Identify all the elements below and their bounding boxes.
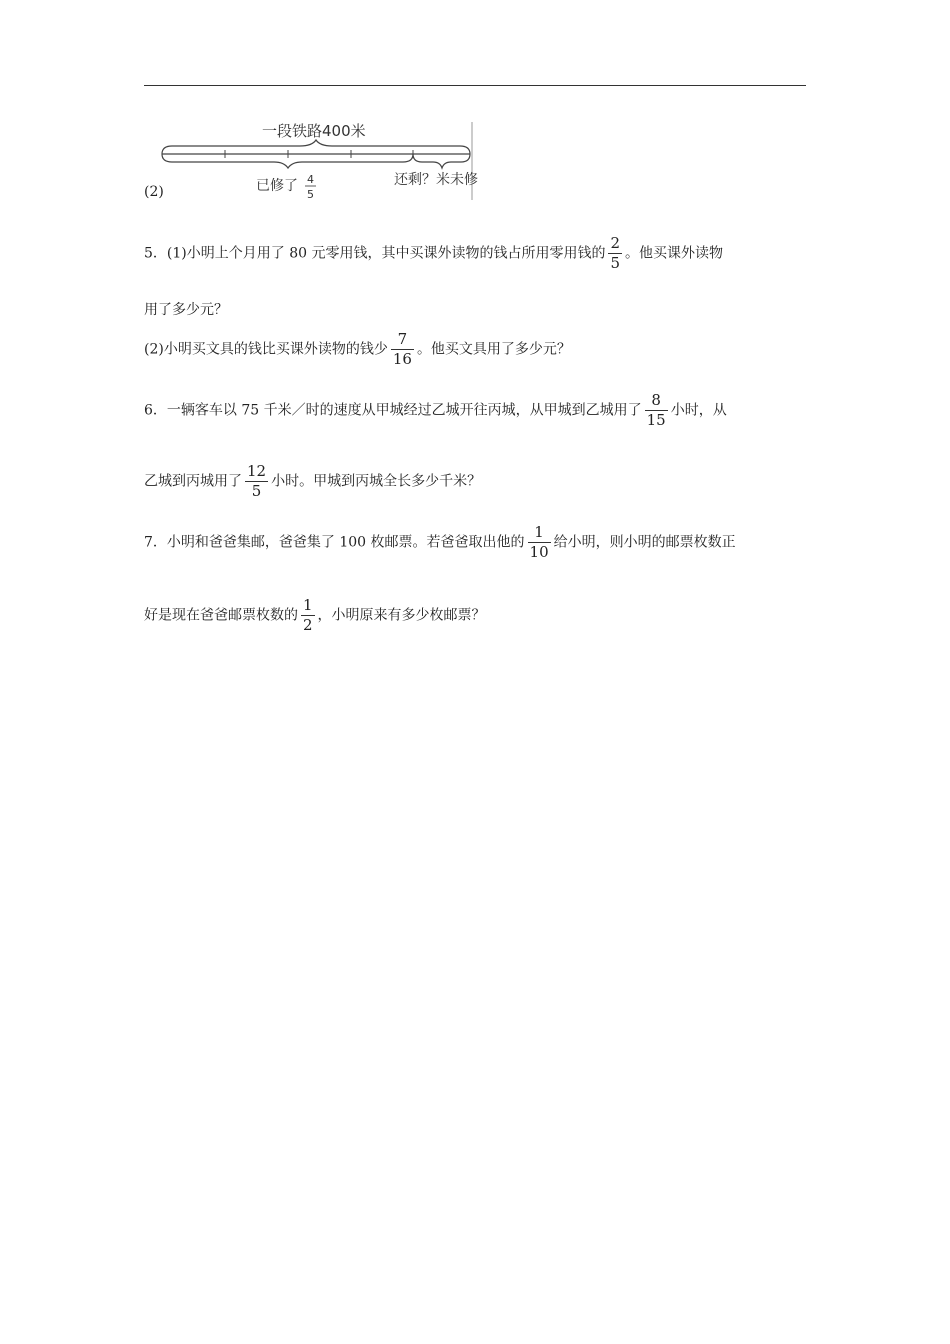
- q6-text-mid: 小时，从: [670, 402, 727, 419]
- remaining-brace: [413, 154, 470, 168]
- q7-line2-text-post: ，小明原来有多少枚邮票？: [317, 607, 486, 624]
- total-length-label: 一段铁路400米: [262, 122, 366, 140]
- q7-line2-text: 好是现在爸爸邮票枚数的: [144, 607, 298, 624]
- q7-line1: [144, 525, 736, 560]
- q5-part1-line1: [144, 236, 723, 271]
- q7-text-mid: 给小明，则小明的邮票枚数正: [553, 534, 736, 551]
- railway-diagram-svg: [150, 112, 510, 207]
- repaired-frac-den: 5: [307, 188, 314, 201]
- q6-text: 6．一辆客车以 75 千米／时的速度从甲城经过乙城开往丙城，从甲城到乙城用了: [144, 402, 642, 419]
- q6-fraction1: $\frac{8}{15}$: [646, 391, 666, 429]
- q5-p2-text-post: 。他买文具用了多少元？: [416, 341, 571, 358]
- q5-part2-line: [144, 332, 571, 367]
- q7-fraction2: $\frac{1}{2}$: [303, 596, 313, 634]
- part-2-label: (2): [144, 184, 164, 200]
- q5-p2-fraction: $\frac{7}{16}$: [392, 330, 412, 368]
- remaining-label: 还剩？米未修: [394, 172, 478, 188]
- railway-diagram: [150, 112, 510, 207]
- q6-line1: [144, 393, 727, 428]
- top-brace: [162, 140, 470, 154]
- q6-line2: [144, 464, 481, 499]
- q7-line2: [144, 598, 486, 633]
- q7-fraction1: $\frac{1}{10}$: [529, 523, 549, 561]
- header-rule: [144, 85, 806, 86]
- q5-p1-fraction: $\frac{2}{5}$: [610, 234, 620, 272]
- q6-line2-text: 乙城到丙城用了: [144, 473, 242, 490]
- q6-fraction2: $\frac{12}{5}$: [247, 462, 267, 500]
- q6-line2-text-post: 小时。甲城到丙城全长多少千米？: [271, 473, 482, 490]
- q5-part1-line2: 用了多少元？: [144, 302, 228, 318]
- q5-p1-text-post: 。他买课外读物: [625, 245, 723, 262]
- q5-p2-text: (2)小明买文具的钱比买课外读物的钱少: [144, 341, 388, 358]
- repaired-frac-num: 4: [307, 173, 314, 186]
- repaired-label: 已修了: [256, 178, 298, 194]
- q7-text: 7．小明和爸爸集邮，爸爸集了 100 枚邮票。若爸爸取出他的: [144, 534, 525, 551]
- q5-p1-text: 5．(1)小明上个月用了 80 元零用钱，其中买课外读物的钱占所用零用钱的: [144, 245, 606, 262]
